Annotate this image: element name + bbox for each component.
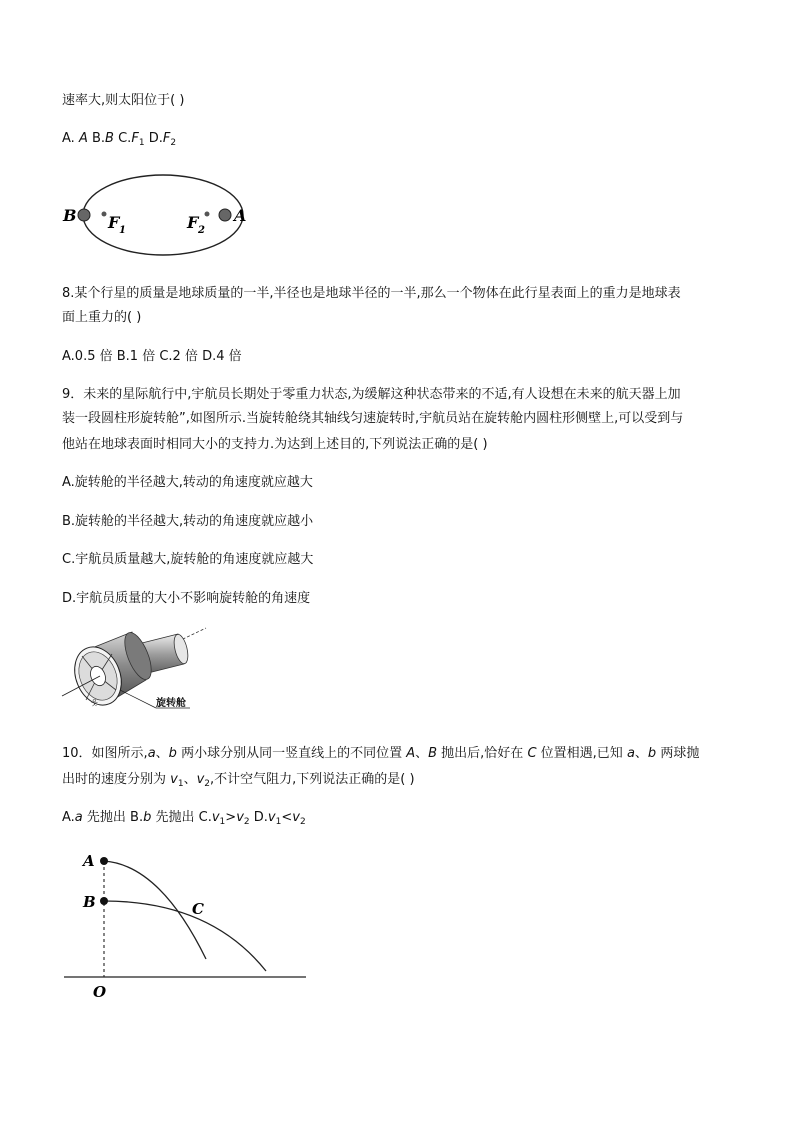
q9-option-a: A.旋转舱的半径越大,转动的角速度就应越大 [62,475,313,490]
q8-stem-line-2: 面上重力的( ) [62,310,142,325]
point-a-dot [219,209,231,221]
astronaut-icon: 웃 [91,699,98,707]
q10-stem-line-2: 出时的速度分别为 $v_1$、$v_2$,不计空气阻力,下列说法正确的是( ) [62,772,415,789]
label-b: B [63,206,77,225]
point-b-dot [100,897,108,905]
q10-options: A.a 先抛出 B.b 先抛出 $C.v_1>v_2$ $D.v_1<v_2$ [62,810,306,827]
label-f2: F [187,213,199,232]
focus-f2-dot [205,212,210,217]
q9-stem-line-3: 他站在地球表面时相同大小的支持力.为达到上述目的,下列说法正确的是( ) [62,437,488,452]
point-b-dot [78,209,90,221]
projectile-figure [60,845,310,1005]
label-f1: F [108,213,120,232]
label-pointer [120,690,156,708]
point-a-dot [100,857,108,865]
q8-options: A.0.5 倍 B.1 倍 C.2 倍 D.4 倍 [62,349,242,364]
label-f2-sub: 2 [198,225,205,236]
label-b: B [83,893,96,911]
cabin-label: 旋转舱 [156,698,186,709]
q9-stem-line-2: 装一段圆柱形旋转舱”,如图所示.当旋转舱绕其轴线匀速旋转时,宇航员站在旋转舱内圆柱形侧壁上,可以受到与 [62,411,684,426]
focus-f1-dot [102,212,107,217]
q9-option-d: D.宇航员质量的大小不影响旋转舱的角速度 [62,591,311,606]
label-c: C [192,900,204,918]
ellipse-orbit-figure [60,170,260,262]
label-a: A [234,206,247,225]
q9-option-c: C.宇航员质量越大,旋转舱的角速度就应越大 [62,552,314,567]
rotating-cabin-figure [60,624,210,718]
label-f1-sub: 1 [119,225,126,236]
q8-stem-line-1: 8.某个行星的质量是地球质量的一半,半径也是地球半径的一半,那么一个物体在此行星表面上的重力是地球表 [62,286,681,301]
q7-options: A. A B.B $C.F_1$ $D.F_2$ [62,131,177,148]
trajectory-a [104,861,206,959]
q9-stem-line-1: 9．未来的星际航行中,宇航员长期处于零重力状态,为缓解这种状态带来的不适,有人设想在未来的航天器上加 [62,387,681,402]
q7-stem-tail: 速率大,则太阳位于( ) [62,93,185,108]
label-o: O [93,983,107,1001]
trajectory-b [104,901,266,971]
q10-stem-line-1: 10．如图所示,a、b 两小球分别从同一竖直线上的不同位置 A、B 抛出后,恰好在 C 位置相遇,已知 a、b 两球抛 [62,746,700,761]
label-a: A [83,852,95,870]
q9-option-b: B.旋转舱的半径越大,转动的角速度就应越小 [62,514,314,529]
